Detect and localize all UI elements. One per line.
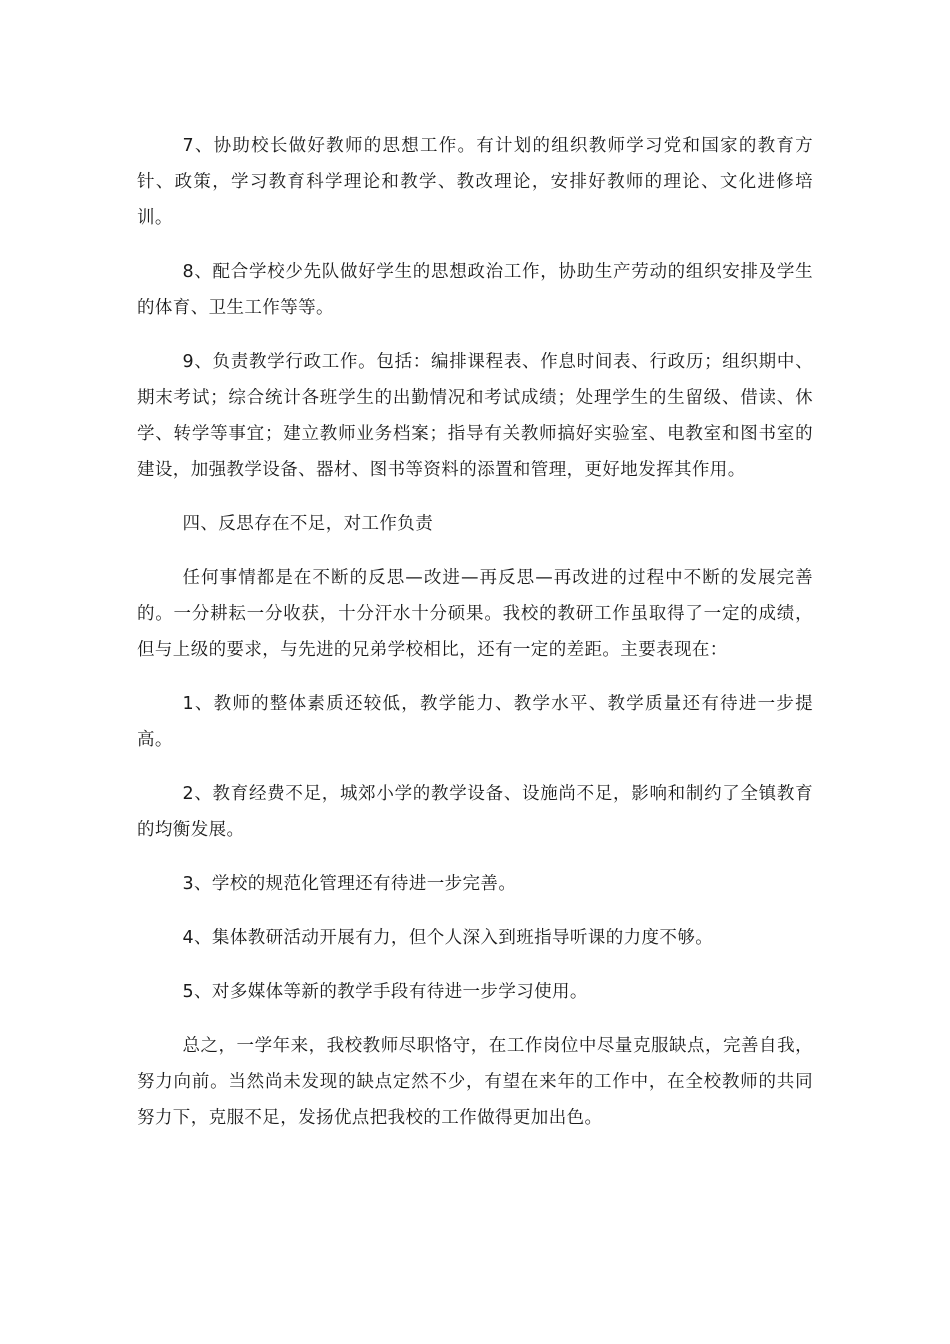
shortcoming-item-3: 3、学校的规范化管理还有待进一步完善。	[182, 874, 517, 894]
paragraph-item-7: 7、协助校长做好教师的思想工作。有计划的组织教师学习党和国家的教育方针、政策，学习教育科学理论和教学、教改理论，安排好教师的理论、文化进修培训。	[137, 136, 813, 228]
shortcoming-item-4: 4、集体教研活动开展有力，但个人深入到班指导听课的力度不够。	[182, 928, 714, 948]
section-heading-4: 四、反思存在不足，对工作负责	[182, 514, 434, 534]
paragraph-item-9: 9、负责教学行政工作。包括：编排课程表、作息时间表、行政历；组织期中、期末考试；综合统计各班学生的出勤情况和考试成绩；处理学生的生留级、借读、休学、转学等事宜；建立教师业务档案；指导有关教师搞好实验室、电教室和图书室的建设，加强教学设备、器材、图书等资料的添置和管理，更好地发挥其作用。	[137, 352, 813, 480]
shortcoming-item-5: 5、对多媒体等新的教学手段有待进一步学习使用。	[182, 982, 588, 1002]
paragraph-conclusion: 总之，一学年来，我校教师尽职恪守，在工作岗位中尽量克服缺点，完善自我，努力向前。当然尚未发现的缺点定然不少，有望在来年的工作中，在全校教师的共同努力下，克服不足，发扬优点把我校的工作做得更加出色。	[137, 1036, 813, 1128]
shortcoming-item-1: 1、教师的整体素质还较低，教学能力、教学水平、教学质量还有待进一步提高。	[137, 694, 813, 750]
document-body	[137, 128, 813, 1154]
paragraph-item-8: 8、配合学校少先队做好学生的思想政治工作，协助生产劳动的组织安排及学生的体育、卫生工作等等。	[137, 262, 813, 318]
paragraph-reflection-intro: 任何事情都是在不断的反思—改进—再反思—再改进的过程中不断的发展完善的。一分耕耘一分收获，十分汗水十分硕果。我校的教研工作虽取得了一定的成绩，但与上级的要求，与先进的兄弟学校相比，还有一定的差距。主要表现在：	[137, 568, 813, 660]
shortcoming-item-2: 2、教育经费不足，城郊小学的教学设备、设施尚不足，影响和制约了全镇教育的均衡发展。	[137, 784, 813, 840]
